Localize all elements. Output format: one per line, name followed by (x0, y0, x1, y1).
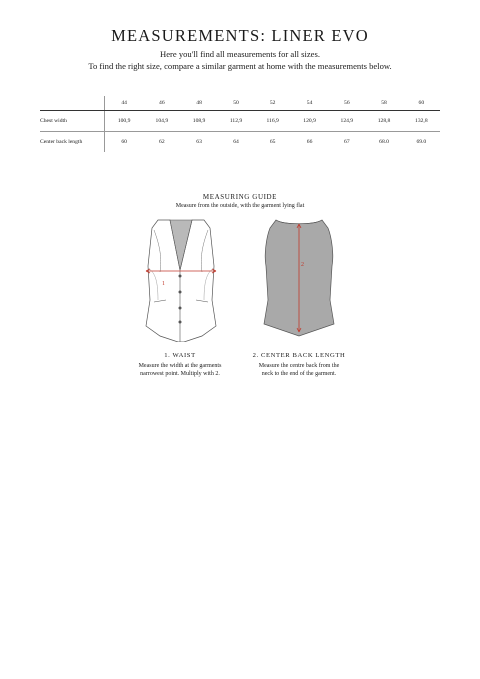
size-header: 56 (328, 96, 365, 111)
size-header: 52 (254, 96, 291, 111)
measurement-table (40, 96, 440, 152)
back-length-instruction (244, 352, 354, 379)
intro-line-2: To find the right size, compare a similar garment at home with the measurements below. (88, 61, 392, 71)
size-header: 44 (105, 96, 144, 111)
table-cell: 64 (233, 139, 239, 145)
waist-instruction-line-2: narrowest point. Multiply with 2. (140, 371, 220, 377)
table-cell: 128,8 (365, 111, 402, 132)
table-cell: 116,9 (254, 111, 291, 132)
table-row (40, 132, 440, 153)
back-length-instruction-line-2: neck to the end of the garment. (261, 371, 337, 377)
row-label: Center back length (40, 139, 83, 145)
guide-title: MEASURING GUIDE (202, 193, 278, 201)
row-label: Chest width (40, 111, 105, 132)
table-cell: 66 (306, 139, 313, 145)
table-header-blank (40, 96, 105, 111)
intro-line-1: Here you'll find all measurements for all sizes. (159, 49, 320, 59)
back-marker-label: 2 (301, 262, 304, 268)
table-cell: 104,9 (143, 111, 180, 132)
vest-back-illustration (258, 216, 340, 342)
table-cell: 60 (105, 132, 144, 153)
intro-text (0, 48, 480, 72)
table-cell: 63 (196, 139, 202, 145)
size-header: 46 (143, 96, 180, 111)
size-header: 60 (403, 96, 440, 111)
table-cell: 100,9 (105, 111, 144, 132)
size-header: 48 (180, 96, 217, 111)
table-cell: 67 (344, 139, 350, 145)
waist-instruction-line-1: Measure the width at the garments (138, 362, 222, 369)
table-cell: 65 (269, 139, 276, 145)
table-cell: 68.0 (379, 139, 389, 145)
table-cell: 120,9 (291, 111, 328, 132)
waist-instruction (125, 352, 235, 379)
waist-instruction-title: 1. WAIST (164, 352, 196, 359)
table-cell: 112,9 (218, 111, 255, 132)
size-header: 58 (365, 96, 402, 111)
table-cell: 124,9 (328, 111, 365, 132)
page-title: MEASUREMENTS: LINER EVO (111, 26, 369, 45)
size-header: 54 (291, 96, 328, 111)
vest-front-illustration (140, 216, 222, 342)
table-cell: 108,9 (180, 111, 217, 132)
table-row (40, 111, 440, 132)
table-cell: 69.0 (416, 139, 427, 145)
back-length-instruction-title: 2. CENTER BACK LENGTH (252, 352, 346, 359)
table-cell: 62 (159, 139, 165, 145)
front-marker-label: 1 (162, 281, 165, 287)
guide-subtitle: Measure from the outside, with the garment lying flat (175, 203, 305, 209)
table-header-row (40, 96, 440, 111)
size-header: 50 (218, 96, 255, 111)
table-cell: 132,8 (403, 111, 440, 132)
back-length-instruction-line-1: Measure the centre back from the (258, 362, 340, 369)
